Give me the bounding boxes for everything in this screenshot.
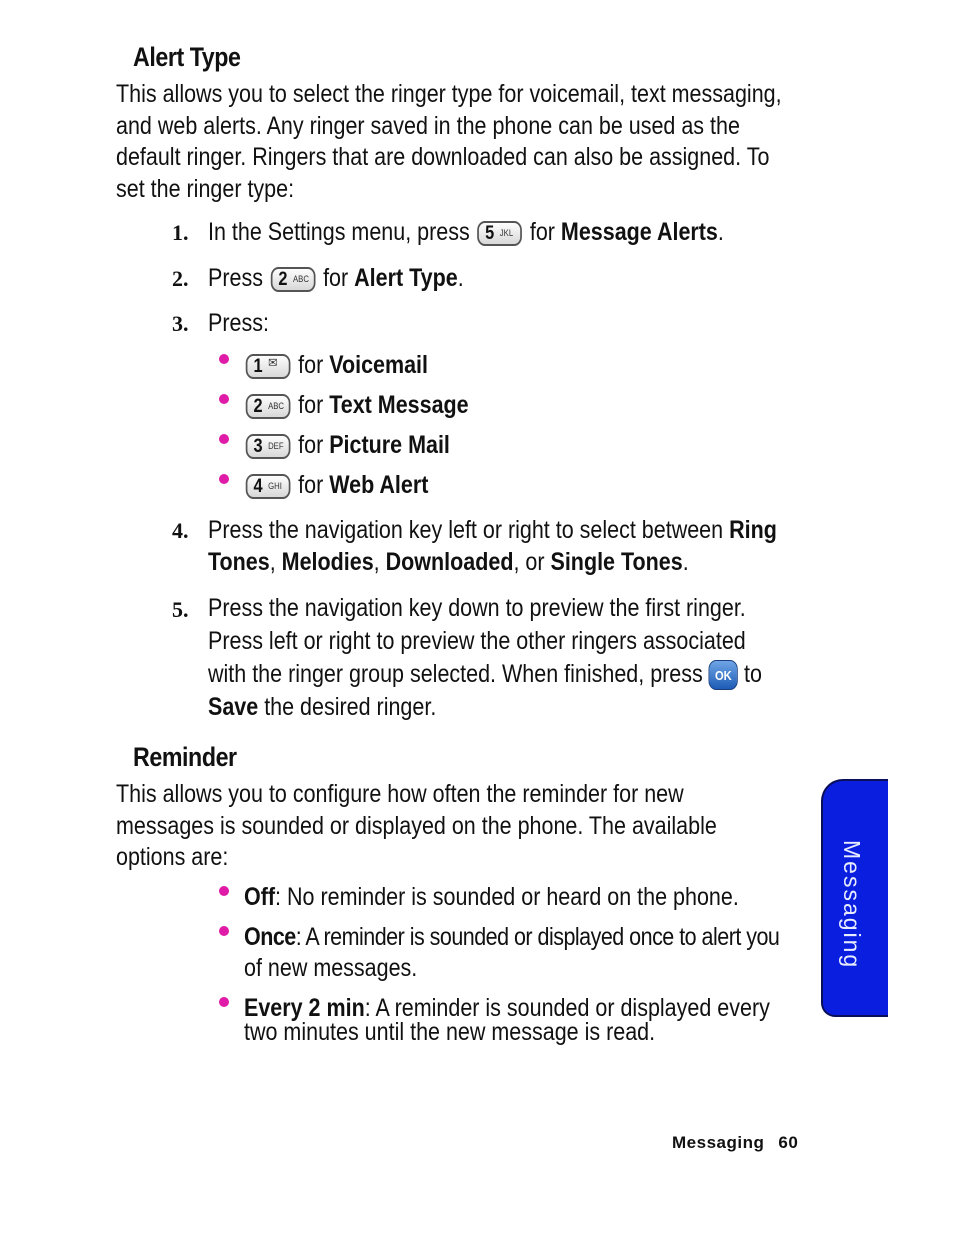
bullet-icon xyxy=(219,997,229,1007)
reminder-option-once: Once: A reminder is sounded or displayed once to alert you xyxy=(244,923,780,951)
key-5-icon: 5 JKL xyxy=(477,221,522,246)
option-web-alert: 4 GHI for Web Alert xyxy=(244,469,428,502)
step-number: 3. xyxy=(172,311,189,336)
step-number: 4. xyxy=(172,518,189,543)
step-2: Press 2 ABC for Alert Type. xyxy=(208,264,464,292)
page-footer xyxy=(672,1133,798,1153)
reminder-option-every-2-min: Every 2 min: A reminder is sounded or displayed every xyxy=(244,994,770,1022)
step-number: 5. xyxy=(172,597,189,622)
key-1-icon: 1 ✉ xyxy=(246,354,291,379)
reminder-intro: This allows you to configure how often the reminder for new messages is sounded or displayed on the phone. The available options are: xyxy=(116,780,717,871)
reminder-option-once-cont: of new messages. xyxy=(244,954,418,982)
key-3-icon: 3 DEF xyxy=(246,434,291,459)
step-1: In the Settings menu, press 5 JKL for Message Alerts. xyxy=(208,218,724,246)
bullet-icon xyxy=(219,434,229,444)
step-5-line-1: Press the navigation key down to preview the first ringer. xyxy=(208,594,746,622)
bullet-icon xyxy=(219,354,229,364)
key-4-icon: 4 GHI xyxy=(246,474,291,499)
reminder-option-off: Off: No reminder is sounded or heard on the phone. xyxy=(244,883,739,911)
step-number: 2. xyxy=(172,266,189,291)
step-5-line-3: with the ringer group selected. When finished, press OK to xyxy=(208,658,762,691)
step-4-line-1: Press the navigation key left or right to select between Ring xyxy=(208,516,777,544)
step-3: Press: xyxy=(208,309,269,337)
reminder-option-every-2-min-cont: two minutes until the new message is read. xyxy=(244,1018,656,1046)
page-number: 60 xyxy=(778,1133,799,1152)
section-tab-label: Messaging xyxy=(839,840,865,970)
section-heading-reminder: Reminder xyxy=(133,742,237,772)
section-heading-alert-type: Alert Type xyxy=(133,42,241,72)
step-text: In the Settings menu, press xyxy=(208,218,470,246)
step-4-line-2: Tones, Melodies, Downloaded, or Single Tones. xyxy=(208,548,689,576)
ok-key-icon: OK xyxy=(709,660,738,690)
key-2-icon: 2 ABC xyxy=(271,267,316,292)
footer-section: Messaging xyxy=(672,1133,765,1152)
bullet-icon xyxy=(219,926,229,936)
menu-item-alert-type: Alert Type xyxy=(354,264,458,292)
option-picture-mail: 3 DEF for Picture Mail xyxy=(244,429,450,462)
bullet-icon xyxy=(219,886,229,896)
step-number: 1. xyxy=(172,220,189,245)
option-text-message: 2 ABC for Text Message xyxy=(244,389,469,422)
menu-item-message-alerts: Message Alerts xyxy=(560,218,718,246)
step-5-line-2: Press left or right to preview the other ringers associated xyxy=(208,627,746,655)
step-5-line-4: Save the desired ringer. xyxy=(208,693,437,721)
option-voicemail: 1 ✉ for Voicemail xyxy=(244,349,428,382)
alert-type-intro: This allows you to select the ringer type for voicemail, text messaging, and web alerts. Any ringer saved in the phone can be used as the default ringer. Ringers that are downloaded can also be assigned. To set the ringer type: xyxy=(116,80,782,203)
key-2-icon: 2 ABC xyxy=(246,394,291,419)
bullet-icon xyxy=(219,474,229,484)
bullet-icon xyxy=(219,394,229,404)
